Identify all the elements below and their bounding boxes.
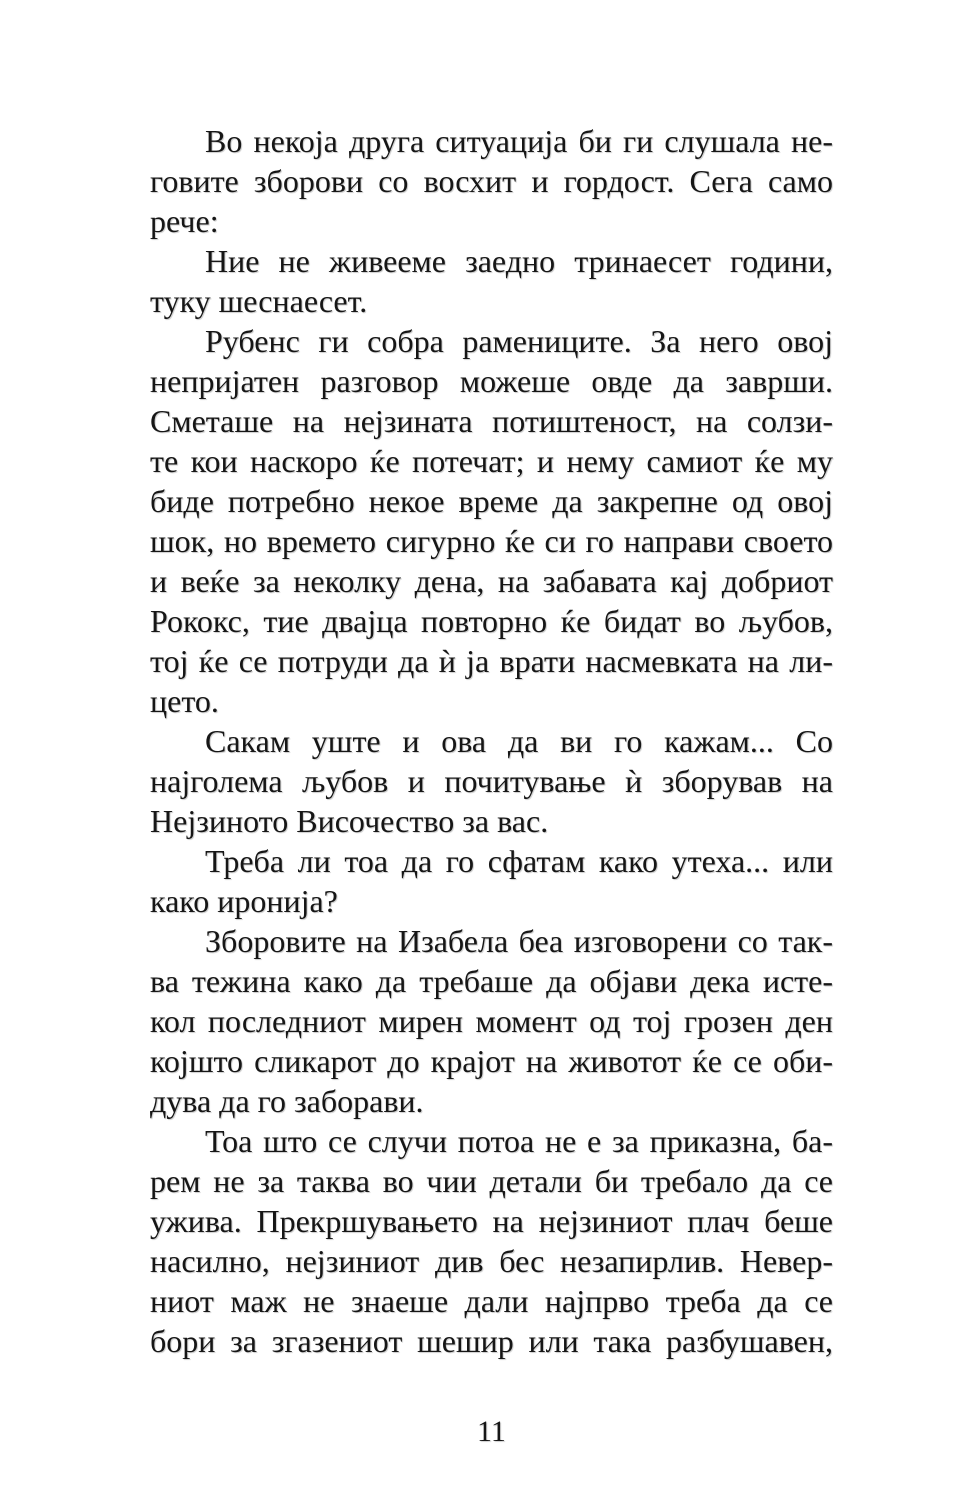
text-line: дува да го заборави. <box>150 1083 424 1119</box>
text-line: бори за згазениот шешир или така разбушавен, <box>150 1323 833 1359</box>
text-line: непријатен разговор можеше овде да заврши. <box>150 363 833 399</box>
text-line: Рубенс ги собра рамениците. За него овој <box>205 323 833 359</box>
text-line: рем не за таква во чии детали би требало да се <box>150 1163 833 1199</box>
text-line: говите зборови со восхит и гордост. Сега само <box>150 163 833 199</box>
text-line: најголема љубов и почитување ѝ зборував на <box>150 763 833 799</box>
text-line: Тоа што се случи потоа не е за приказна, ба- <box>205 1123 833 1159</box>
paragraph <box>150 721 833 841</box>
paragraph <box>150 921 833 1121</box>
page-number: 11 <box>477 1415 506 1448</box>
text-line: рече: <box>150 203 219 239</box>
text-line: Ние не живееме заедно тринаесет години, <box>205 243 833 279</box>
text-line: и веќе за неколку дена, на забавата кај добриот <box>150 563 833 599</box>
text-line: шок, но времето сигурно ќе си го направи своето <box>150 523 833 559</box>
text-line: ужива. Прекршувањето на нејзиниот плач беше <box>150 1203 833 1239</box>
page-text <box>150 121 833 1361</box>
text-line: насилно, нејзиниот див бес незапирлив. Невер- <box>150 1243 833 1279</box>
text-line: ва тежина како да требаше да објави дека исте- <box>150 963 833 999</box>
text-line: како иронија? <box>150 883 338 919</box>
text-line: Нејзиното Височество за вас. <box>150 803 549 839</box>
text-line: којшто сликарот до крајот на животот ќе се оби- <box>150 1043 833 1079</box>
paragraph <box>150 841 833 921</box>
paragraph <box>150 121 833 241</box>
paragraph <box>150 321 833 721</box>
text-line: Треба ли тоа да го сфатам како утеха... или <box>205 843 833 879</box>
text-line: Во некоја друга ситуација би ги слушала не- <box>205 123 833 159</box>
text-line: ниот маж не знаеше дали најпрво треба да се <box>150 1283 833 1319</box>
text-line: Зборовите на Изабела беа изговорени со так- <box>205 923 833 959</box>
text-line: те кои наскоро ќе потечат; и нему самиот ќе му <box>150 443 833 479</box>
text-line: тој ќе се потруди да ѝ ја врати насмевката на ли- <box>150 643 833 679</box>
text-line: Сакам уште и ова да ви го кажам... Со <box>205 723 833 759</box>
text-line: биде потребно некое време да закрепне од овој <box>150 483 833 519</box>
text-line: кол последниот мирен момент од тој грозен ден <box>150 1003 833 1039</box>
text-line: цето. <box>150 683 219 719</box>
text-line: туку шеснаесет. <box>150 283 368 319</box>
paragraph <box>150 1121 833 1361</box>
text-line: Сметаше на нејзината потиштеност, на солзи- <box>150 403 833 439</box>
paragraph <box>150 241 833 321</box>
text-line: Рококс, тие двајца повторно ќе бидат во љубов, <box>150 603 833 639</box>
